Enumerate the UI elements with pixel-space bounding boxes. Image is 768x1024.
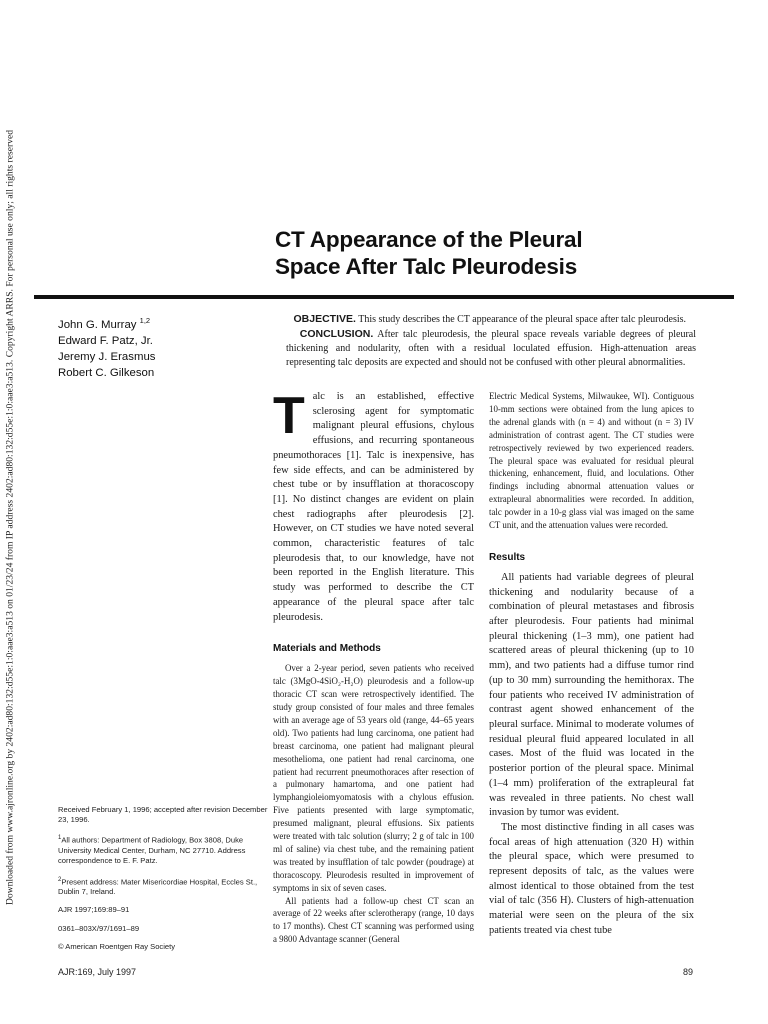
author-name: John G. Murray bbox=[58, 318, 137, 331]
results-paragraph-1: All patients had variable degrees of pleural thickening and nodularity because of a combination of pleural metastases and fibrosis after pleurodesis. Four patients had minimal pleural thickening (1–3 mm), one patient had scattered areas of pleural thickening (up to 10 mm), and two patients had a diffuse tumor rind (up to 30 mm) surrounding the hemithorax. The four patients who received IV administration of contrast agent showed enhancement of the pleural surface. Minimal to moderate volumes of residual pleural fluid appeared loculated in all cases. Most of the fluid was located in the posterior portion of the pleural space. Minimal (1–4 mm) proliferation of the extrapleural fat was revealed in three patients. No chest wall invasion by tumor was evident. bbox=[489, 571, 694, 819]
author-2: Edward F. Patz, Jr. bbox=[58, 334, 153, 347]
footnote-1-marker: 1 bbox=[58, 835, 62, 842]
methods-paragraph-3: Electric Medical Systems, Milwaukee, WI). Contiguous 10-mm sections were obtained from the lung apices to the adrenal glands with (n = 4) and without (n = 3) IV administration of contrast agent. The CT studies were retrospectively reviewed by two experienced readers. The pleural space was evaluated for residual pleural thickening, enhancement, fluid, and loculations. Other findings including abnormal attenuation values or extrapleural abnormalities were recorded. In addition, talc powder in a 10-g glass vial was imaged on the same CT unit, and the attenuation values were recorded. bbox=[489, 391, 694, 531]
author-affiliation: 1,2 bbox=[139, 316, 151, 325]
author-3: Jeremy J. Erasmus bbox=[58, 350, 156, 363]
page-number: 89 bbox=[683, 967, 694, 977]
title-line-2: Space After Talc Pleurodesis bbox=[275, 254, 578, 279]
copyright: © American Roentgen Ray Society bbox=[58, 941, 176, 951]
results-paragraph-2: The most distinctive finding in all cases was focal areas of high attenuation (320 H) within the pleural space, which were presumed to represent deposits of talc, as the values were almost identical to those obtained from the test vial of talc (356 H). Clusters of high-attenuation material were seen on the pleura of the six patients treated via chest tube bbox=[489, 821, 694, 936]
conclusion-text: After talc pleurodesis, the pleural space reveals variable degrees of pleural thickening and nodularity, often with a residual loculated effusion. High-attenuation areas representing talc deposits are expected and should not be confused with other pleural abnormalities. bbox=[286, 329, 696, 368]
footnotes bbox=[58, 805, 268, 960]
body-column-right bbox=[489, 390, 694, 939]
download-notice: Downloaded from www.ajronline.org by 2402:ad80:132:d55e:1:0:aae3:a513 on 01/23/24 from IP address 2402:ad80:132:d55e:1:0:aae3:a513. Copyright ARRS. For personal use only; all rights reserved bbox=[4, 130, 16, 906]
objective-label: OBJECTIVE. bbox=[293, 313, 356, 325]
objective-text: This study describes the CT appearance of the pleural space after talc pleurodesis. bbox=[355, 314, 687, 325]
methods-paragraph-1: Over a 2-year period, seven patients who received talc (3MgO-4SiO₂-H₂O) pleurodesis and a follow-up thoracic CT scan were retrospectively identified. The study group consisted of four males and three females with an average age of 53 years old (range, 44–65 years old). Two patients had lung carcinoma, one patient had breast carcinoma, one patient had malignant pleural mesothelioma, one patient had renal carcinoma, one patient had recurrent pneumothoraces after resection of a pulmonary hamartoma, and one patient had lymphangioleiomyomatosis with a chylous effusion. Five patients presented with large symptomatic, presumed malignant, pleural effusions. Six patients were treated with talc solution (slurry; 2 g of talc in 100 ml of saline) via chest tube, and the remaining patient was treated by insufflation of talc powder (poudrage) at thoracoscopy. Pleurodesis resulted in improvement of symptoms in six of seven cases. bbox=[273, 663, 474, 893]
methods-paragraph-2: All patients had a follow-up chest CT scan an average of 22 weeks after sclerotherapy (range, 10 days to 17 months). Chest CT scanning was performed using a 9800 Advantage scanner (General bbox=[273, 895, 474, 945]
received-note: Received February 1, 1996; accepted after revision December 23, 1996. bbox=[58, 805, 268, 825]
author-list bbox=[58, 313, 155, 381]
drop-cap: T bbox=[273, 387, 305, 445]
conclusion-label: CONCLUSION. bbox=[299, 328, 374, 340]
results-heading: Results bbox=[489, 551, 526, 563]
body-column-left bbox=[273, 387, 474, 946]
title-rule bbox=[34, 295, 734, 299]
author-1 bbox=[58, 313, 155, 333]
abstract-objective bbox=[286, 312, 696, 327]
citation: AJR 1997;169:89–91 bbox=[58, 905, 130, 915]
footnote-2-text: Present address: Mater Misericordiae Hospital, Eccles St., Dublin 7, Ireland. bbox=[58, 877, 258, 897]
intro-text: alc is an established, effective sclerosing agent for symptomatic malignant pleural effusions, chylous effusions, and recurring spontaneous pneumothoraces [1]. Talc is inexpensive, has few side effects, and can be administered by chest tube or by insufflation at thoracoscopy [1]. No distinct changes are evident on plain chest radiographs after pleurodesis [2]. However, on CT studies we have noted several common, characteristic features of talc pleurodesis that, to our knowledge, have not been reported in the English literature. This study was performed to describe the CT appearance of the pleural space after talc pleurodesis. bbox=[273, 391, 474, 623]
author-4: Robert C. Gilkeson bbox=[58, 366, 155, 379]
methods-heading: Materials and Methods bbox=[273, 643, 381, 655]
title-line-1: CT Appearance of the Pleural bbox=[275, 227, 583, 252]
footnote-1 bbox=[58, 833, 268, 866]
intro-paragraph bbox=[273, 387, 474, 625]
article-title bbox=[275, 226, 582, 280]
journal-footer: AJR:169, July 1997 bbox=[58, 967, 137, 977]
issn: 0361–803X/97/1691–89 bbox=[58, 923, 140, 933]
abstract-conclusion bbox=[286, 327, 696, 370]
footnote-2 bbox=[58, 875, 268, 898]
footnote-2-marker: 2 bbox=[58, 876, 62, 883]
footnote-1-text: All authors: Department of Radiology, Box 3808, Duke University Medical Center, Durham, NC 27710. Address correspondence to E. F. Patz. bbox=[58, 835, 246, 866]
abstract bbox=[286, 312, 696, 370]
